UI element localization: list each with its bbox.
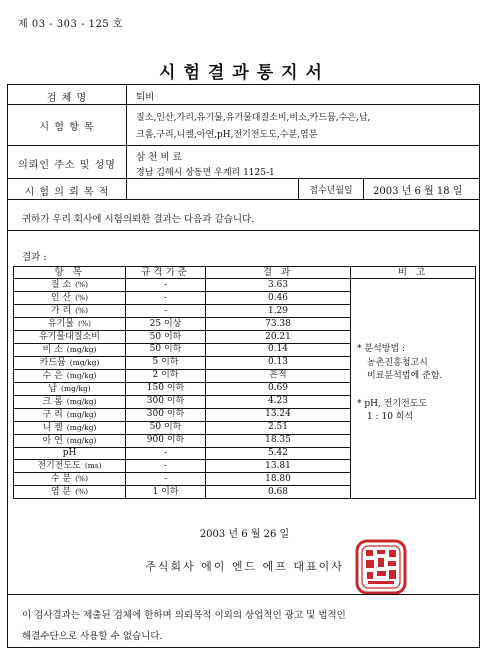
row-item bbox=[14, 343, 126, 356]
header-item: 항 목 bbox=[14, 267, 126, 279]
client-address: 경남 김해시 상동면 우계리 1125-1 bbox=[136, 168, 275, 178]
row-standard: - bbox=[126, 279, 206, 292]
row-item-unit: (%) bbox=[75, 293, 89, 303]
row-result: 0.13 bbox=[206, 356, 351, 369]
row-item bbox=[14, 486, 126, 499]
row-item-unit: (%) bbox=[75, 487, 89, 497]
row-item-unit: (mg/kg) bbox=[66, 422, 97, 432]
remarks-cell bbox=[351, 279, 476, 499]
method-line2: 비료분석법에 준함. bbox=[367, 371, 443, 382]
header-standard: 규격기준 bbox=[126, 267, 206, 279]
row-standard: 50 이하 bbox=[126, 421, 206, 434]
footer-line2: 해결수단으로 사용할 수 없습니다. bbox=[22, 631, 163, 642]
row-item-name: 질 소 bbox=[50, 280, 72, 291]
footer-line1: 이 검사결과는 제출된 검체에 한하며 의뢰목적 이외의 상업적인 광고 및 법적인 bbox=[22, 610, 346, 621]
row-item-name: 니 켈 bbox=[42, 422, 63, 433]
row-result: 73.38 bbox=[206, 318, 351, 331]
test-items-line1: 질소,인산,가리,유기물,유기물대질소비,비소,카드뮴,수은,납, bbox=[136, 113, 371, 123]
purpose-label: 시 험 의 뢰 목 적 bbox=[24, 187, 110, 198]
row-item bbox=[14, 318, 126, 331]
row-item-unit: (mg/kg) bbox=[66, 396, 97, 406]
method-line1: 농촌진흥청고시 bbox=[367, 357, 428, 368]
table-row bbox=[14, 279, 476, 292]
row-item bbox=[14, 460, 126, 473]
row-item-name: pH bbox=[62, 447, 77, 458]
row-standard: - bbox=[126, 460, 206, 473]
row-result: 0.68 bbox=[206, 486, 351, 499]
test-items-line2: 크롬,구리,니켈,아연,pH,전기전도도,수분,염분 bbox=[136, 130, 318, 140]
row-standard: - bbox=[126, 447, 206, 459]
issue-date: 2003 년 6 월 26 일 bbox=[199, 529, 290, 540]
row-item-unit: (mg/kg) bbox=[69, 357, 100, 367]
row-item bbox=[14, 305, 126, 318]
row-item-unit: (mg/kg) bbox=[61, 383, 91, 393]
row-standard: 50 이하 bbox=[126, 331, 206, 343]
row-result: 18.35 bbox=[206, 434, 351, 447]
row-result: 18.80 bbox=[206, 473, 351, 486]
header-result: 결 과 bbox=[206, 267, 351, 279]
row-item bbox=[14, 421, 126, 434]
client-label: 의뢰인 주소 및 성명 bbox=[18, 160, 116, 171]
row-item-name: 인 산 bbox=[50, 293, 72, 304]
row-result: 0.69 bbox=[206, 382, 351, 395]
results-label: 결과 : bbox=[22, 252, 47, 263]
row-item-name: 아 연 bbox=[42, 435, 63, 446]
footer-note bbox=[22, 605, 467, 647]
row-item-unit: (%) bbox=[75, 474, 89, 484]
row-item-name: 구 리 bbox=[42, 409, 63, 420]
row-item bbox=[14, 473, 126, 486]
client-name: 삼 천 비 료 bbox=[136, 152, 182, 163]
method-label: * 분석방법 : bbox=[357, 344, 406, 355]
row-item bbox=[14, 395, 126, 408]
row-result: 0.14 bbox=[206, 343, 351, 356]
row-standard: 300 이하 bbox=[126, 408, 206, 421]
row-item-name: 비 소 bbox=[42, 344, 63, 355]
row-standard: - bbox=[126, 305, 206, 318]
test-items-label: 시 험 항 목 bbox=[39, 122, 95, 133]
row-item bbox=[14, 279, 126, 292]
row-item bbox=[14, 408, 126, 421]
ph-label: * pH, 전기전도도 bbox=[357, 398, 428, 409]
row-item-unit: (mg/kg) bbox=[66, 409, 97, 419]
row-standard: 900 이하 bbox=[126, 434, 206, 447]
document-frame bbox=[7, 84, 480, 648]
row-item-unit: (%) bbox=[75, 280, 89, 290]
row-standard: 150 이하 bbox=[126, 382, 206, 395]
company-seal-icon bbox=[355, 539, 407, 595]
specimen-value: 퇴비 bbox=[136, 92, 155, 103]
row-item bbox=[14, 434, 126, 447]
row-standard: - bbox=[126, 292, 206, 305]
row-result: 4.23 bbox=[206, 395, 351, 408]
row-item-name: 염 분 bbox=[50, 487, 72, 498]
row-result: 2.51 bbox=[206, 421, 351, 434]
row-standard: 1 이하 bbox=[126, 486, 206, 499]
row-standard: 25 이상 bbox=[126, 318, 206, 331]
row-item bbox=[14, 369, 126, 382]
row-item-name: 가 리 bbox=[50, 306, 72, 317]
row-item bbox=[14, 292, 126, 305]
row-item bbox=[14, 382, 126, 395]
row-item-name: 전기전도도 bbox=[37, 461, 81, 472]
row-result: 13.24 bbox=[206, 408, 351, 421]
row-item-name: 유기물 bbox=[47, 319, 75, 330]
row-item-name: 수 은 bbox=[42, 370, 63, 381]
company-name: 주식회사 에이 엔드 에프 대표이사 bbox=[145, 560, 344, 573]
row-result: 0.46 bbox=[206, 292, 351, 305]
row-standard: 300 이하 bbox=[126, 395, 206, 408]
row-item-name: 납 bbox=[48, 383, 58, 394]
row-standard: 5 이하 bbox=[126, 356, 206, 369]
row-item-unit: (mg/kg) bbox=[66, 344, 97, 354]
document-number: 제 03 - 303 - 125 호 bbox=[18, 19, 124, 30]
ph-ratio: 1 : 10 희석 bbox=[367, 412, 414, 423]
row-standard: 50 이하 bbox=[126, 343, 206, 356]
row-item-unit: (mg/kg) bbox=[66, 435, 97, 445]
row-item-name: 크 롬 bbox=[42, 396, 63, 407]
table-header-row bbox=[14, 267, 476, 279]
receipt-date-label: 접수년월일 bbox=[309, 186, 353, 196]
row-item bbox=[14, 356, 126, 369]
row-result: 13.81 bbox=[206, 460, 351, 473]
row-result: 3.63 bbox=[206, 279, 351, 292]
header-remarks: 비 고 bbox=[351, 267, 476, 279]
row-item-name: 유기물대질소비 bbox=[39, 331, 100, 342]
results-table bbox=[13, 266, 476, 499]
row-result: 흔적 bbox=[206, 369, 351, 382]
row-item-name: 카드뮴 bbox=[39, 357, 66, 368]
row-item bbox=[14, 447, 126, 459]
row-item-unit: (ms) bbox=[84, 461, 102, 471]
row-result: 1.29 bbox=[206, 305, 351, 318]
receipt-date-value: 2003 년 6 월 18 일 bbox=[373, 186, 463, 197]
row-item-unit: (%) bbox=[75, 306, 89, 316]
row-standard: - bbox=[126, 473, 206, 486]
row-item-unit: (%) bbox=[78, 319, 92, 329]
document-title: 시험결과통지서 bbox=[159, 63, 330, 83]
row-item bbox=[14, 331, 126, 343]
row-item-unit: (mg/kg) bbox=[66, 370, 97, 380]
intro-text: 귀하가 우리 회사에 시험의뢰한 결과는 다음과 같습니다. bbox=[22, 214, 255, 225]
row-standard: 2 이하 bbox=[126, 369, 206, 382]
row-result: 5.42 bbox=[206, 447, 351, 459]
row-item-name: 수 분 bbox=[50, 474, 72, 485]
specimen-label: 검 체 명 bbox=[46, 93, 88, 104]
row-result: 20.21 bbox=[206, 331, 351, 343]
